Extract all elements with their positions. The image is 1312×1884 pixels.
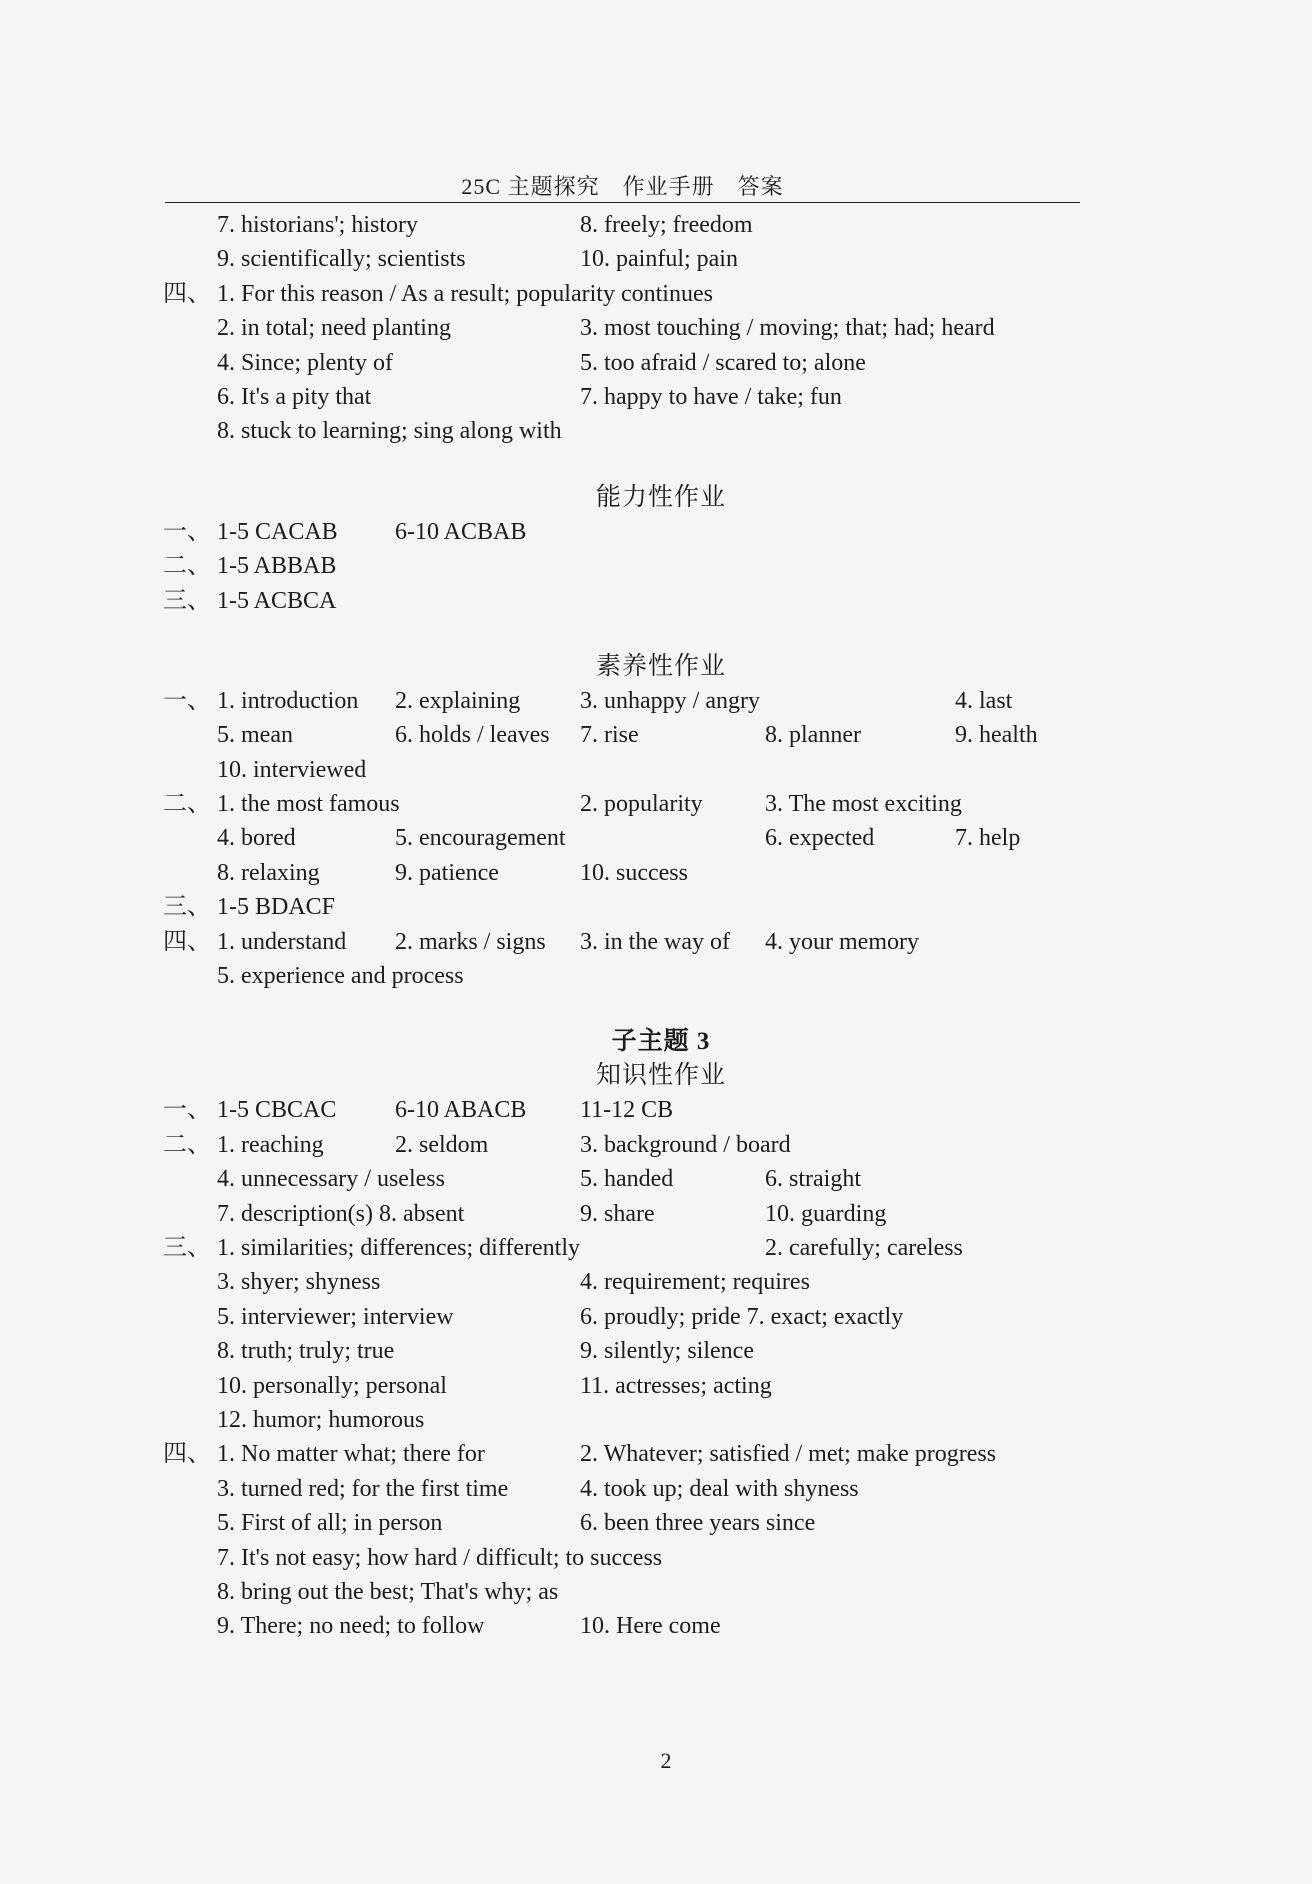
question-number: 三、 [163,587,211,614]
answer-item: 8. truth; truly; true [217,1338,395,1365]
answer-item: 12. humor; humorous [217,1406,425,1433]
answer-row [0,890,1312,924]
answer-row [0,346,1312,380]
answer-item: 11-12 CB [580,1097,674,1124]
answer-item: 2. seldom [395,1131,489,1158]
answer-row [0,1369,1312,1403]
answer-row [0,1162,1312,1196]
answer-item: 6-10 ABACB [395,1097,527,1124]
answer-item: 1. the most famous [217,791,400,818]
question-number: 三、 [163,1234,211,1261]
answer-row [0,821,1312,855]
answer-item: 5. encouragement [395,825,566,852]
answer-item: 7. rise [580,722,639,749]
answer-item: 7. help [955,825,1021,852]
section-title: 素养性作业 [595,652,726,680]
answer-item: 3. shyer; shyness [217,1269,381,1296]
answer-item: 5. interviewer; interview [217,1303,454,1330]
answer-item: 2. explaining [395,687,521,714]
question-number: 二、 [163,1131,211,1158]
answer-item: 2. Whatever; satisfied / met; make progress [580,1441,997,1468]
answer-item: 2. marks / signs [395,928,546,955]
question-number: 一、 [163,1097,211,1124]
answer-row [0,959,1312,993]
question-number: 一、 [163,687,211,714]
answer-row [0,1128,1312,1162]
answer-row [0,515,1312,549]
answer-row [0,856,1312,890]
answer-item: 11. actresses; acting [580,1372,772,1399]
answer-item: 10. success [580,859,688,886]
answer-content [0,208,1312,1644]
question-number: 一、 [163,518,211,545]
answer-item: 4. requirement; requires [580,1269,810,1296]
answer-item: 8. planner [765,722,861,749]
answer-item: 1. understand [217,928,347,955]
answer-row [0,1575,1312,1609]
answer-row [0,1334,1312,1368]
question-number: 四、 [163,280,211,307]
header-rule [165,202,1080,203]
answer-item: 8. bring out the best; That's why; as [217,1578,559,1605]
answer-row [0,1437,1312,1471]
answer-item: 1. similarities; differences; differently [217,1234,580,1261]
answer-row [0,311,1312,345]
answer-item: 4. last [955,687,1013,714]
answer-row [0,787,1312,821]
page-header: 25C 主题探究 作业手册 答案 [461,174,784,199]
answer-row [0,1197,1312,1231]
answer-item: 9. There; no need; to follow [217,1613,485,1640]
answer-item: 1. For this reason / As a result; popularity continues [217,280,713,307]
answer-row [0,1506,1312,1540]
answer-item: 2. carefully; careless [765,1234,963,1261]
question-number: 四、 [163,1441,211,1468]
answer-item: 10. painful; pain [580,246,738,273]
section-gap [0,618,1312,650]
answer-item: 7. It's not easy; how hard / difficult; to success [217,1544,663,1571]
answer-item: 10. Here come [580,1613,721,1640]
answer-item: 5. experience and process [217,963,464,990]
answer-row [0,684,1312,718]
section-gap [0,449,1312,481]
answer-item: 9. patience [395,859,499,886]
question-number: 四、 [163,928,211,955]
answer-item: 1. No matter what; there for [217,1441,485,1468]
answer-row [0,1472,1312,1506]
answer-row [0,380,1312,414]
page-number: 2 [660,1748,672,1773]
answer-row [0,1231,1312,1265]
section-title: 知识性作业 [595,1062,726,1090]
answer-item: 9. health [955,722,1038,749]
answer-row [0,1265,1312,1299]
answer-item: 3. in the way of [580,928,730,955]
section-gap [0,993,1312,1025]
answer-item: 3. turned red; for the first time [217,1475,509,1502]
answer-item: 4. your memory [765,928,919,955]
answer-item: 6. holds / leaves [395,722,550,749]
answer-item: 2. popularity [580,791,703,818]
answer-row [0,1403,1312,1437]
section-title: 能力性作业 [595,483,726,511]
question-number: 三、 [163,894,211,921]
answer-row [0,925,1312,959]
answer-item: 6. It's a pity that [217,383,372,410]
answer-item: 9. share [580,1200,655,1227]
answer-item: 1. introduction [217,687,359,714]
answer-item: 5. too afraid / scared to; alone [580,349,866,376]
section-title: 子主题 3 [611,1028,711,1056]
answer-item: 7. historians'; history [217,212,418,238]
answer-row [0,549,1312,583]
answer-item: 8. freely; freedom [580,212,753,238]
answer-row [0,584,1312,618]
answer-item: 5. First of all; in person [217,1510,443,1537]
answer-item: 4. Since; plenty of [217,349,393,376]
answer-item: 2. in total; need planting [217,315,451,342]
answer-item: 1-5 ACBCA [217,587,337,614]
answer-item: 3. unhappy / angry [580,687,760,714]
answer-row [0,1609,1312,1643]
answer-item: 6. straight [765,1166,861,1193]
answer-item: 5. mean [217,722,293,749]
answer-row [0,414,1312,448]
answer-item: 4. bored [217,825,296,852]
answer-row [0,753,1312,787]
answer-item: 4. took up; deal with shyness [580,1475,859,1502]
answer-item: 10. guarding [765,1200,887,1227]
answer-item: 6-10 ACBAB [395,518,527,545]
answer-item: 9. scientifically; scientists [217,246,466,273]
answer-item: 9. silently; silence [580,1338,754,1365]
answer-item: 10. interviewed [217,756,367,783]
answer-item: 8. relaxing [217,859,320,886]
answer-item: 1-5 ABBAB [217,553,337,580]
answer-row [0,1093,1312,1127]
answer-item: 4. unnecessary / useless [217,1166,445,1193]
answer-row [0,1300,1312,1334]
answer-item: 3. The most exciting [765,791,962,818]
answer-item: 3. most touching / moving; that; had; heard [580,315,995,342]
answer-item: 1-5 CBCAC [217,1097,337,1124]
answer-item: 6. expected [765,825,875,852]
answer-row [0,208,1312,242]
answer-item: 5. handed [580,1166,674,1193]
answer-item: 1. reaching [217,1131,324,1158]
answer-item: 6. proudly; pride 7. exact; exactly [580,1303,904,1330]
answer-item: 10. personally; personal [217,1372,447,1399]
answer-item: 1-5 BDACF [217,894,336,921]
answer-item: 7. description(s) 8. absent [217,1200,465,1227]
answer-item: 3. background / board [580,1131,791,1158]
question-number: 二、 [163,791,211,818]
answer-row [0,242,1312,276]
answer-item: 1-5 CACAB [217,518,338,545]
answer-row [0,1541,1312,1575]
question-number: 二、 [163,553,211,580]
answer-row [0,718,1312,752]
answer-item: 8. stuck to learning; sing along with [217,418,562,445]
answer-item: 7. happy to have / take; fun [580,383,842,410]
answer-item: 6. been three years since [580,1510,816,1537]
answer-row [0,277,1312,311]
